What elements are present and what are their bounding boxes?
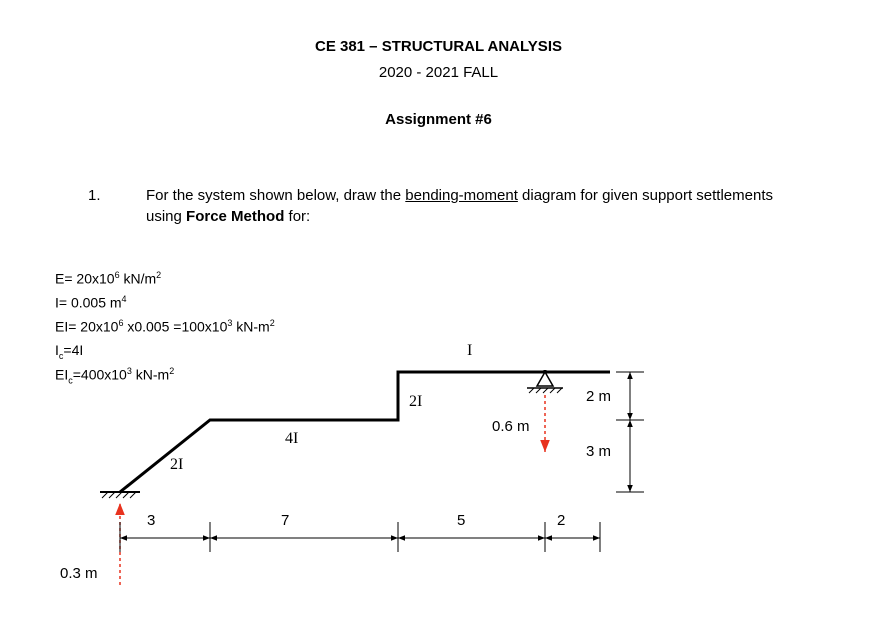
problem-text-c: using <box>146 208 187 225</box>
frame-members <box>120 370 545 492</box>
force-method-term: Force Method <box>186 208 285 225</box>
assignment-title: Assignment #6 <box>385 111 492 128</box>
problem-number: 1. <box>88 187 101 204</box>
prop-EIc-exp: 3 <box>126 366 132 376</box>
span-label-2: 7 <box>281 512 290 529</box>
vertical-dimensions <box>616 372 644 492</box>
member-label-beam: 4I <box>285 430 299 447</box>
prop-EI-text: EI= 20x10 <box>55 318 119 335</box>
prop-E-unit-exp: 2 <box>156 270 162 280</box>
term: 2020 - 2021 FALL <box>378 64 499 81</box>
prop-EIc-unit: kN-m <box>131 366 170 383</box>
settlement-label-right: 0.6 m <box>492 418 530 435</box>
prop-EIc-text: EI <box>55 366 69 383</box>
prop-EI-mid: x0.005 =100x10 <box>123 318 228 335</box>
member-label-column: 2I <box>409 393 423 410</box>
prop-E-unit: kN/m <box>119 270 157 287</box>
prop-I-text: I= 0.005 m <box>55 294 122 311</box>
span-label-4: 2 <box>557 512 566 529</box>
span-label-3: 5 <box>457 512 466 529</box>
prop-EIc-val: =400x10 <box>72 366 127 383</box>
problem-text-b: diagram for given support settlements <box>517 187 773 204</box>
prop-EI-unit: kN-m <box>232 318 270 335</box>
prop-I-exp: 4 <box>121 294 127 304</box>
horizontal-dimensions <box>120 522 600 552</box>
prop-E-text: E= 20x10 <box>55 270 115 287</box>
height-label-upper: 2 m <box>586 388 612 405</box>
bending-moment-term: bending-moment <box>405 187 518 204</box>
prop-EIc-sub: c <box>68 375 73 386</box>
height-label-lower: 3 m <box>586 443 612 460</box>
course-title: CE 381 – STRUCTURAL ANALYSIS <box>314 38 562 55</box>
prop-E-exp: 6 <box>114 270 120 280</box>
prop-EI-exp1: 6 <box>118 318 124 328</box>
prop-EIc-unit-exp: 2 <box>169 366 175 376</box>
span-label-1: 3 <box>147 512 156 529</box>
member-label-inclined: 2I <box>170 456 184 473</box>
prop-EI-exp2: 3 <box>227 318 233 328</box>
problem-text-d: for: <box>284 208 311 225</box>
settlement-label-left: 0.3 m <box>60 565 98 582</box>
prop-EI-unit-exp: 2 <box>269 318 275 328</box>
fixed-support-icon <box>100 492 140 498</box>
prop-Ic-text: I <box>55 342 59 358</box>
prop-Ic-val: =4I <box>63 342 84 358</box>
pin-support-icon <box>527 372 563 393</box>
member-label-top-beam: I <box>467 342 473 359</box>
problem-text-a: For the system shown below, draw the <box>146 187 406 204</box>
prop-Ic-sub: c <box>58 350 64 361</box>
